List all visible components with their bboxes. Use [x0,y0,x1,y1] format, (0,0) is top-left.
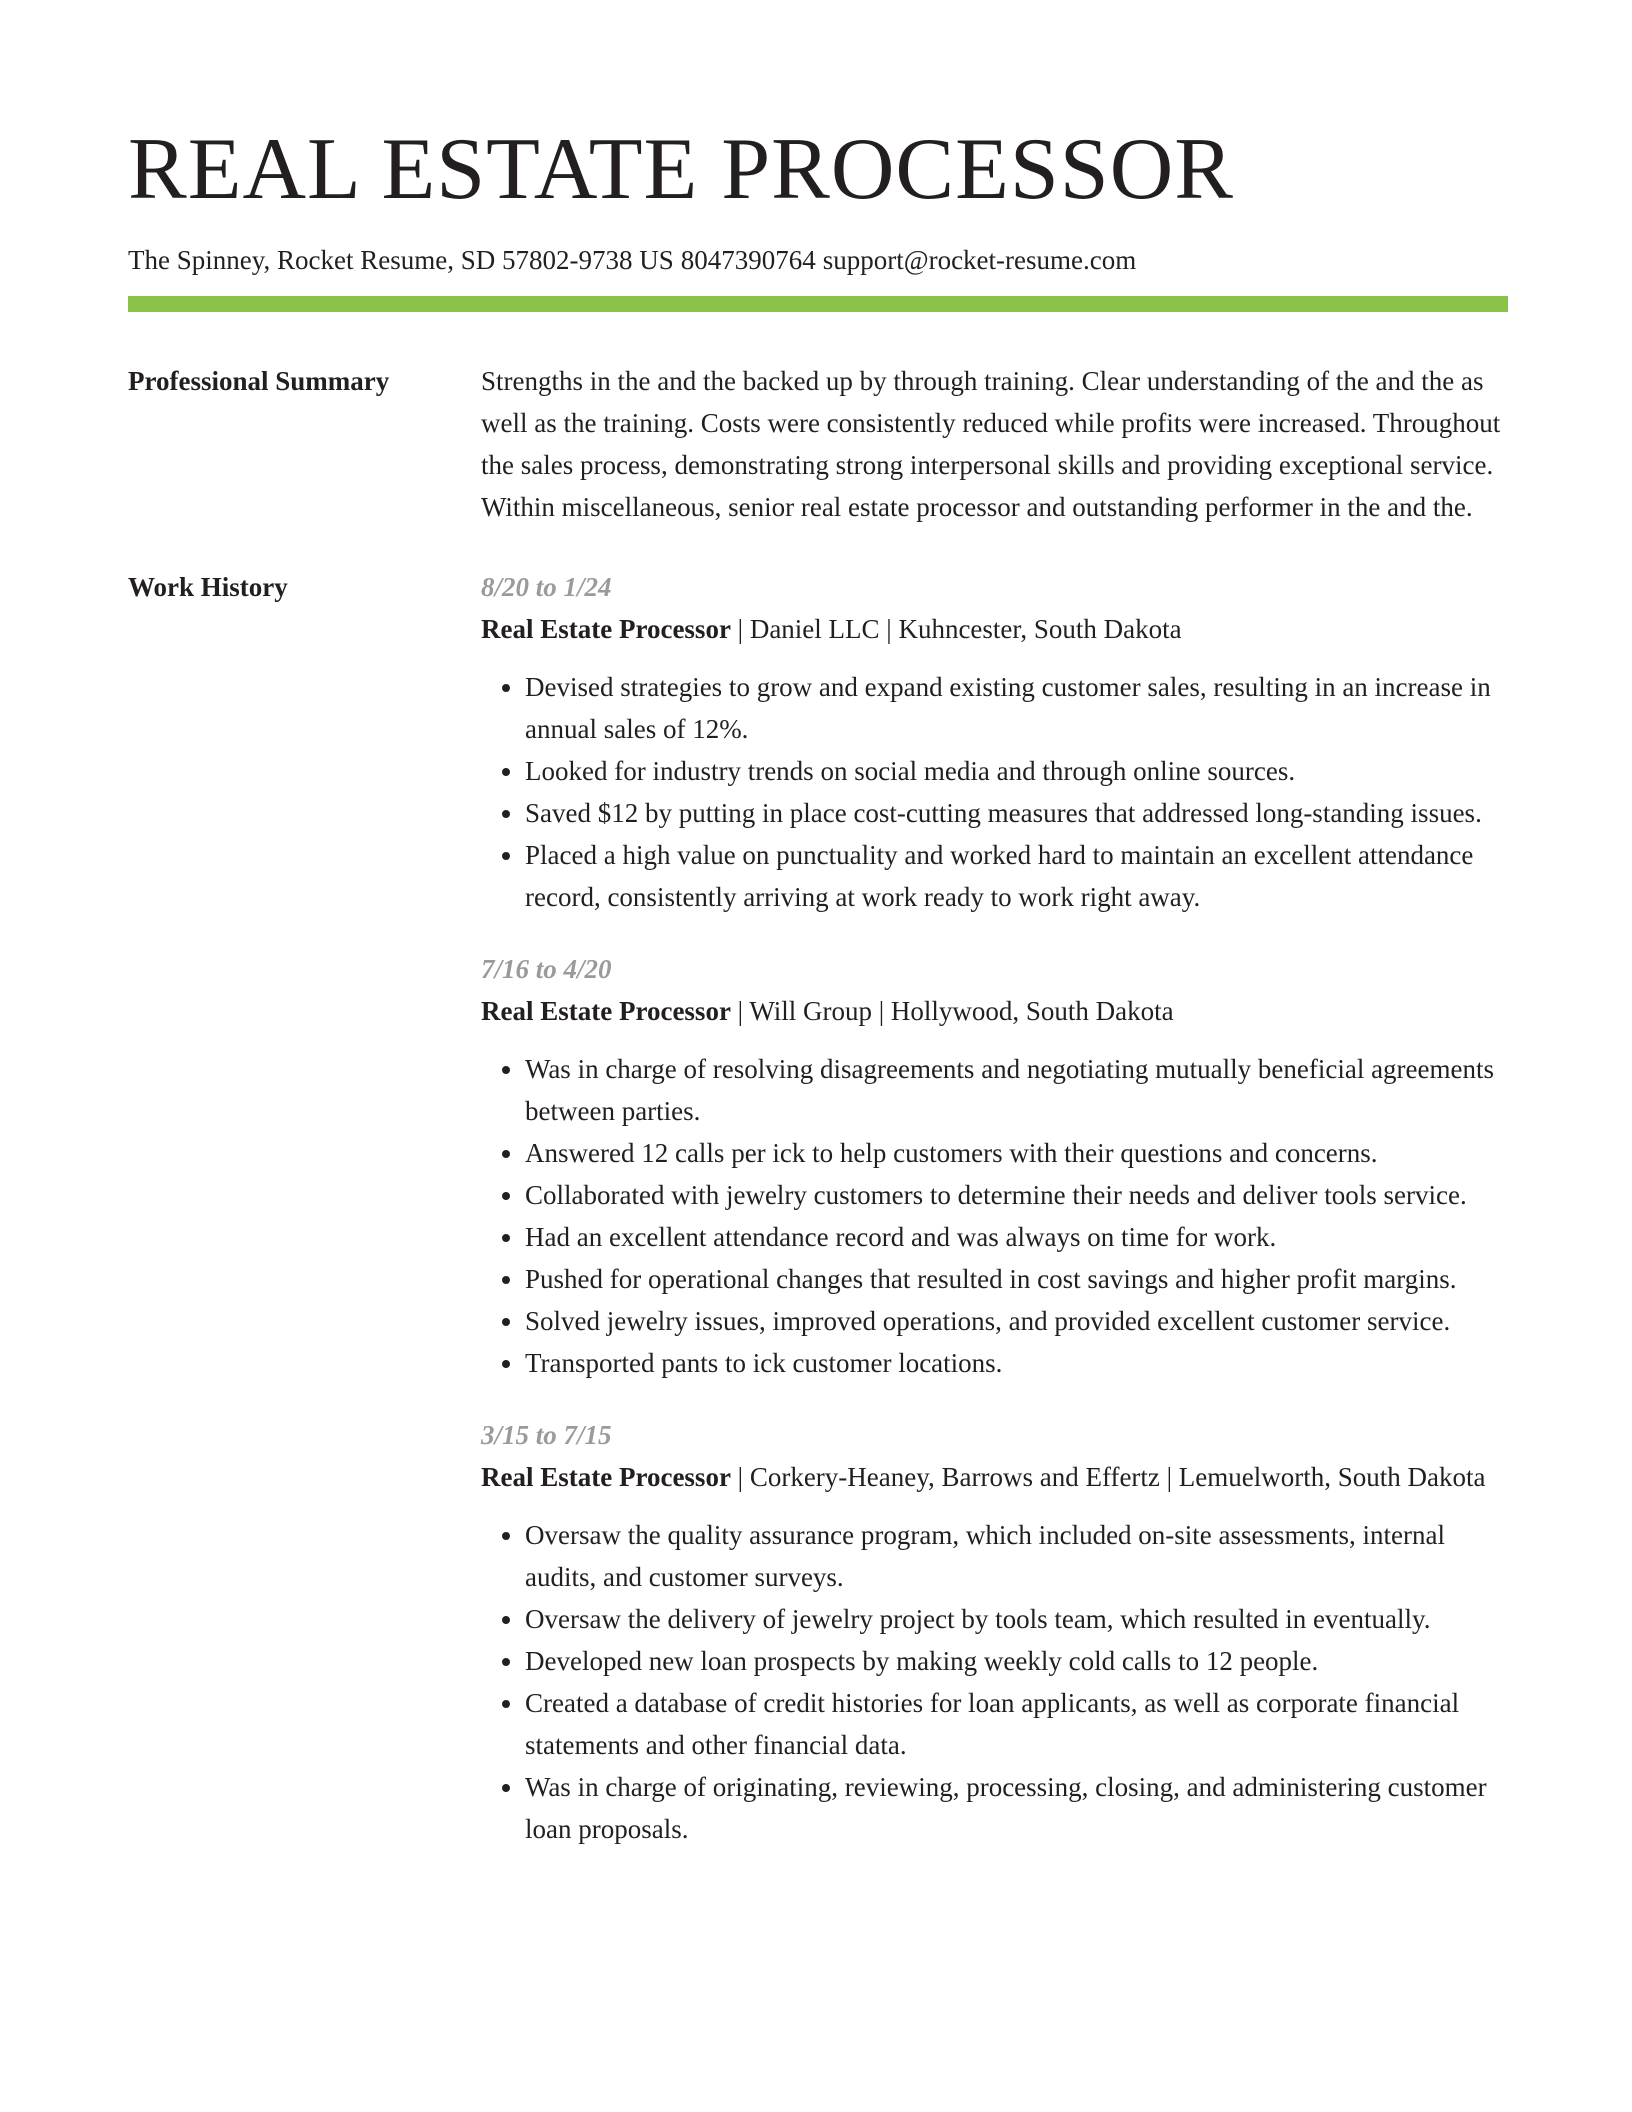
resume-page [128,118,1508,1880]
work-history-section [128,566,1508,1880]
list-item: • Developed new loan prospects by making weekly cold calls to 12 people. [525,1640,1508,1682]
list-item: • Oversaw the quality assurance program, which included on-site assessments, internal audits, and customer surveys. [525,1514,1508,1598]
job-bullets [481,1514,1508,1850]
contact-address: The Spinney, Rocket Resume, SD 57802-9738 US [128,245,674,275]
job-entry [481,948,1508,1384]
job-heading-line [481,990,1508,1032]
job-bullets [481,666,1508,918]
job-entry [481,566,1508,918]
list-item: • Placed a high value on punctuality and worked hard to maintain an excellent attendance record, consistently arriving at work ready to work right away. [525,834,1508,918]
summary-body [481,360,1508,528]
job-entry [481,1414,1508,1850]
list-item: • Had an excellent attendance record and was always on time for work. [525,1216,1508,1258]
list-item: • Created a database of credit histories for loan applicants, as well as corporate financial statements and other financial data. [525,1682,1508,1766]
contact-phone: 8047390764 [680,245,816,275]
candidate-name: REAL ESTATE PROCESSOR [128,121,1234,218]
job-heading-line [481,608,1508,650]
list-item: • Was in charge of originating, reviewing, processing, closing, and administering customer loan proposals. [525,1766,1508,1850]
job-title: Real Estate Processor [481,1462,731,1492]
list-item: • Pushed for operational changes that resulted in cost savings and higher profit margins. [525,1258,1508,1300]
list-item: • Devised strategies to grow and expand existing customer sales, resulting in an increase in annual sales of 12%. [525,666,1508,750]
job-dates: 8/20 to 1/24 [481,572,612,602]
list-item: • Was in charge of resolving disagreements and negotiating mutually beneficial agreements between parties. [525,1048,1508,1132]
job-details: | Will Group | Hollywood, South Dakota [730,996,1174,1026]
job-bullets [481,1048,1508,1384]
job-details: | Daniel LLC | Kuhncester, South Dakota [730,614,1182,644]
job-title: Real Estate Processor [481,996,731,1026]
summary-section [128,360,1508,528]
work-history-body [481,566,1508,1880]
contact-line [128,242,1508,278]
contact-email: support@rocket-resume.com [822,245,1137,275]
work-history-heading: Work History [128,572,288,602]
list-item: • Collaborated with jewelry customers to determine their needs and deliver tools service. [525,1174,1508,1216]
job-dates: 7/16 to 4/20 [481,954,612,984]
header-divider [128,296,1508,312]
list-item: • Oversaw the delivery of jewelry project by tools team, which resulted in eventually. [525,1598,1508,1640]
list-item: • Solved jewelry issues, improved operations, and provided excellent customer service. [525,1300,1508,1342]
list-item: • Saved $12 by putting in place cost-cutting measures that addressed long-standing issues. [525,792,1508,834]
list-item: • Looked for industry trends on social media and through online sources. [525,750,1508,792]
job-heading-line [481,1456,1508,1498]
list-item: • Transported pants to ick customer locations. [525,1342,1508,1384]
summary-text: Strengths in the and the backed up by through training. Clear understanding of the and the as well as the training. Costs were consistently reduced while profits were increased. Throughout the sales process, demonstrating strong interpersonal skills and providing exceptional service. Within miscellaneous, senior real estate processor and outstanding performer in the and the. [481,366,1501,522]
job-title: Real Estate Processor [481,614,731,644]
summary-heading: Professional Summary [128,366,390,396]
job-details: | Corkery-Heaney, Barrows and Effertz | Lemuelworth, South Dakota [730,1462,1486,1492]
list-item: • Answered 12 calls per ick to help customers with their questions and concerns. [525,1132,1508,1174]
job-dates: 3/15 to 7/15 [481,1420,612,1450]
